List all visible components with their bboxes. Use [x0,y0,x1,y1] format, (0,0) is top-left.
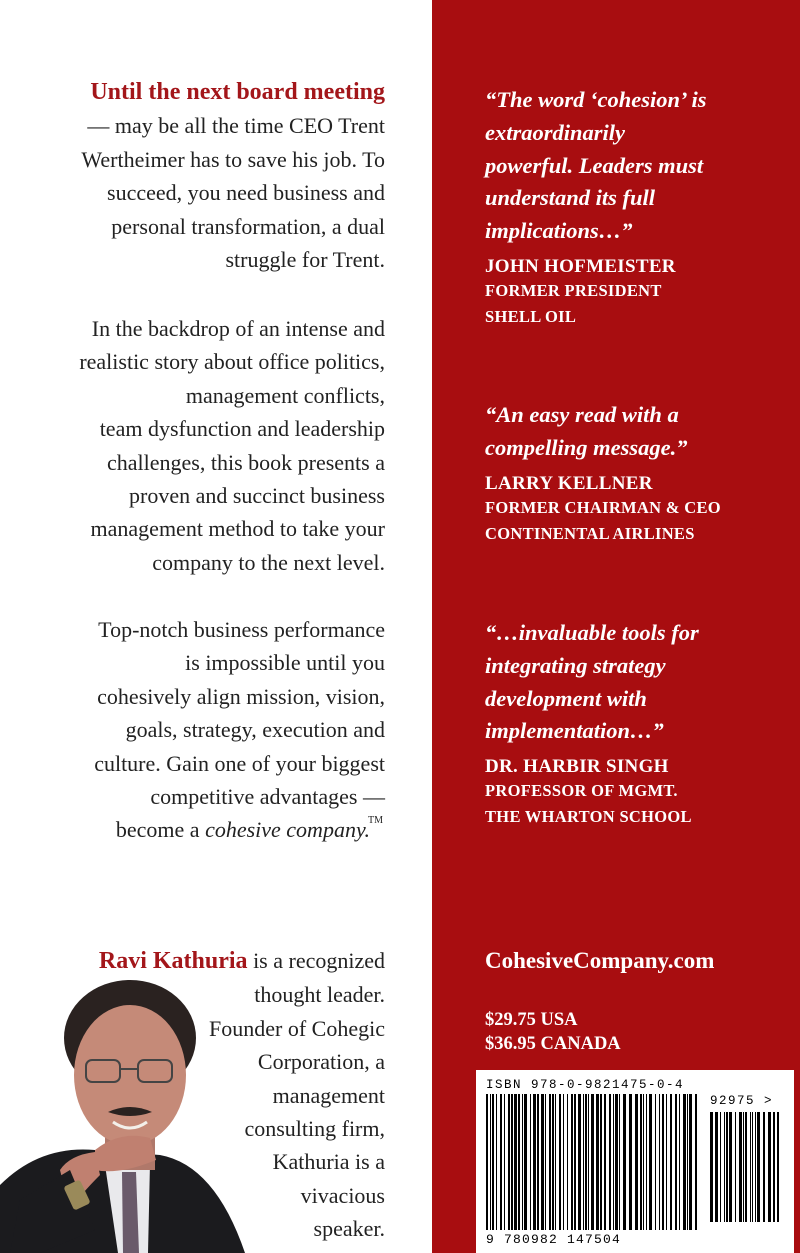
testimonial-text [485,399,785,465]
synopsis-line: is impossible until you [185,650,385,676]
testimonial-text [485,617,785,748]
barcode-bar [659,1094,660,1230]
synopsis-line: cohesively align mission, vision, [97,683,385,709]
barcode-bar [715,1112,718,1222]
barcode-bar [745,1112,747,1222]
barcode-bar [683,1094,686,1230]
barcode-bar [541,1094,544,1230]
synopsis-lead-heading: Until the next board meeting [90,79,385,105]
author-bio-line: speaker. [313,1216,385,1242]
barcode-bar [486,1094,488,1230]
barcode-bar [752,1112,753,1222]
price-list [485,1008,621,1056]
barcode-bar [552,1094,554,1230]
back-cover-right-panel [432,0,800,1253]
synopsis-line: culture. Gain one of your biggest [94,750,385,776]
testimonial-title: PROFESSOR OF MGMT. [485,781,678,801]
synopsis-line: challenges, this book presents a [107,449,385,475]
barcode-bar [588,1094,589,1230]
quote-line: “…invaluable tools for [485,620,699,645]
synopsis-line: goals, strategy, execution and [125,717,385,743]
barcode-bar [492,1094,494,1230]
barcode-bar [755,1112,756,1222]
barcode-bar [763,1112,765,1222]
barcode-bar [675,1094,677,1230]
barcode-bar [720,1112,721,1222]
barcode-bar [545,1094,546,1230]
quote-line: compelling message.” [485,434,688,460]
barcode-bar [574,1094,576,1230]
barcode-bar [735,1112,736,1222]
ean-barcode-graphic [486,1094,702,1230]
synopsis-line: personal transformation, a dual [111,213,385,239]
author-bio-line: consulting firm, [244,1116,385,1142]
testimonial-singh [485,617,785,830]
author-bio-first-rest: is a recognized [247,948,385,973]
barcode-bar [549,1094,551,1230]
synopsis-line: proven and succinct business [129,483,385,509]
testimonial-author: DR. HARBIR SINGH [485,756,669,778]
barcode-bar [522,1094,523,1230]
barcode-bar [623,1094,626,1230]
synopsis-line: — may be all the time CEO Trent [87,113,385,139]
barcode-bar [662,1094,664,1230]
author-bio-line: Kathuria is a [272,1149,385,1175]
testimonial-company: SHELL OIL [485,306,577,326]
synopsis-line: realistic story about office politics, [79,349,385,375]
website-url[interactable]: CohesiveCompany.com [485,948,715,973]
barcode-bar [600,1094,602,1230]
barcode-bar [500,1094,502,1230]
author-bio-line: Corporation, a [257,1049,385,1075]
barcode-bar [613,1094,614,1230]
barcode-bar [726,1112,728,1222]
barcode-bar [514,1094,517,1230]
barcode-bar [670,1094,672,1230]
testimonial-company: CONTINENTAL AIRLINES [485,523,695,543]
barcode-bar [655,1094,656,1230]
barcode-bar [743,1112,744,1222]
quote-line: extraordinarily [485,119,626,145]
barcode-bar [518,1094,520,1230]
quote-line: integrating strategy [485,652,666,678]
synopsis-line: management method to take your [90,516,385,542]
synopsis-paragraph-2 [79,312,385,579]
testimonial-company: THE WHARTON SCHOOL [485,807,692,827]
barcode-bar [643,1094,644,1230]
testimonial-author: LARRY KELLNER [485,472,653,494]
ean-digits: 9 780982 147504 [486,1232,622,1247]
closing-prefix: become a [115,817,206,843]
author-bio-line: vivacious [300,1182,385,1208]
barcode-bar [490,1094,491,1230]
barcode-bar [596,1094,599,1230]
barcode-bar [615,1094,618,1230]
barcode-panel [476,1070,794,1253]
synopsis-paragraph-3 [94,613,385,852]
isbn-label: ISBN 978-0-9821475-0-4 [486,1078,685,1092]
barcode-bar [629,1094,632,1230]
author-bio-line: Founder of Cohegic [209,1015,385,1041]
barcode-bar [537,1094,539,1230]
barcode-bar [773,1112,775,1222]
barcode-bar [757,1112,760,1222]
synopsis-line: team dysfunction and leadership [99,416,385,442]
synopsis-line: In the backdrop of an intense and [91,316,385,341]
barcode-bar [563,1094,564,1230]
synopsis-line: struggle for Trent. [225,247,385,273]
barcode-bar [687,1094,688,1230]
synopsis-line: management conflicts, [185,382,385,408]
price-canada: $36.95 CANADA [485,1034,621,1054]
barcode-bar [571,1094,573,1230]
barcode-bar [695,1094,697,1230]
barcode-bar [533,1094,536,1230]
barcode-bar [504,1094,505,1230]
testimonial-author: JOHN HOFMEISTER [485,255,676,277]
barcode-bar [609,1094,611,1230]
barcode-bar [777,1112,779,1222]
barcode-bar [524,1094,527,1230]
synopsis-line: Top-notch business performance [98,617,385,642]
barcode-bar [508,1094,510,1230]
barcode-bar [640,1094,642,1230]
barcode-bar [710,1112,713,1222]
synopsis-line: competitive advantages — [150,784,385,810]
addon-barcode-graphic [710,1112,782,1222]
testimonial-kellner [485,399,785,547]
testimonial-title: FORMER PRESIDENT [485,280,662,300]
barcode-bar [555,1094,556,1230]
author-bio [99,944,385,1246]
barcode-bar [591,1094,594,1230]
barcode-bar [666,1094,667,1230]
barcode-bar [578,1094,581,1230]
barcode-bar [530,1094,531,1230]
quote-line: implementation…” [485,718,664,744]
author-name: Ravi Kathuria [98,948,248,974]
barcode-bar [768,1112,771,1222]
barcode-bar [567,1094,568,1230]
synopsis-line: Wertheimer has to save his job. To [81,146,385,172]
barcode-bar [724,1112,725,1222]
barcode-bar [729,1112,732,1222]
quote-line: understand its full [485,185,656,211]
author-bio-first-line [99,944,385,978]
barcode-bar [585,1094,587,1230]
quote-line: implications…” [485,218,633,244]
quote-line: “An easy read with a [485,402,679,427]
price-usa: $29.75 USA [485,1010,578,1030]
cohesive-company-italic: cohesive company. [205,817,370,843]
barcode-bar [511,1094,513,1230]
barcode-bar [689,1094,692,1230]
barcode-bar [739,1112,742,1222]
synopsis-paragraph-1 [81,76,385,276]
testimonial-text [485,84,785,248]
barcode-bar [559,1094,561,1230]
synopsis-closing-line [94,813,385,851]
quote-line: “The word ‘cohesion’ is [485,87,707,112]
testimonial-hofmeister [485,84,785,330]
barcode-bar [750,1112,751,1222]
trademark-symbol: TM [368,815,383,827]
synopsis-line: succeed, you need business and [107,180,385,206]
barcode-bar [679,1094,680,1230]
barcode-bar [649,1094,652,1230]
author-bio-line: thought leader. [254,982,385,1008]
barcode-bar [583,1094,584,1230]
barcode-bar [496,1094,497,1230]
synopsis-line: company to the next level. [152,549,385,575]
price-code-label: 92975 > [710,1094,774,1108]
barcode-bar [604,1094,606,1230]
quote-line: powerful. Leaders must [485,152,704,178]
barcode-bar [646,1094,647,1230]
testimonial-title: FORMER CHAIRMAN & CEO [485,497,721,517]
barcode-bar [619,1094,620,1230]
barcode-bar [635,1094,638,1230]
author-bio-line: management [272,1082,385,1108]
quote-line: development with [485,685,647,711]
